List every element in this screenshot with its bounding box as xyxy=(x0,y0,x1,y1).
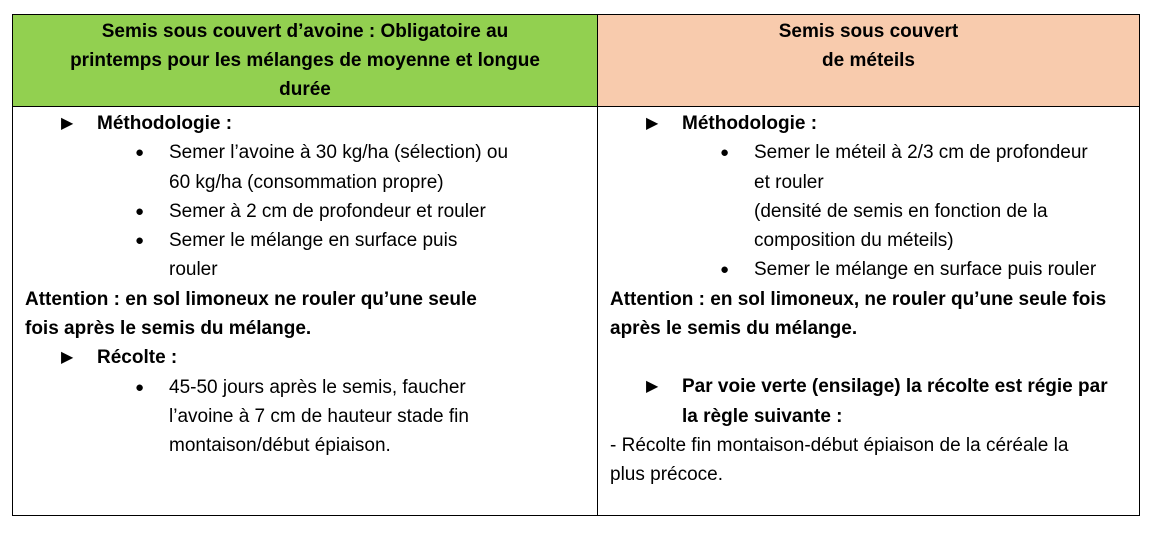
bullet-text-line: Semer à 2 cm de profondeur et rouler xyxy=(169,200,486,222)
bullet-text-line: 60 kg/ha (consommation propre) xyxy=(169,171,444,193)
bullet-text-line: l’avoine à 7 cm de hauteur stade fin xyxy=(169,405,469,427)
bullet-icon: ● xyxy=(135,202,145,220)
voie-verte-line: Par voie verte (ensilage) la récolte est régie par xyxy=(682,376,1108,398)
right-methodologie-item xyxy=(598,109,1139,138)
left-header-line: Semis sous couvert d’avoine : Obligatoire au xyxy=(101,21,509,42)
left-header-line: durée xyxy=(279,79,331,100)
left-recolte-bullet xyxy=(13,373,597,461)
triangle-right-icon: ▶ xyxy=(646,115,659,132)
bullet-text-line: montaison/début épiaison. xyxy=(169,435,391,457)
left-methodologie-label: Méthodologie : xyxy=(97,113,233,134)
bullet-text-line: composition du méteils) xyxy=(754,230,954,252)
left-method-bullet xyxy=(13,226,597,285)
left-method-bullet xyxy=(13,138,597,197)
bullet-icon: ● xyxy=(135,232,145,250)
bullet-icon: ● xyxy=(720,144,730,162)
comparison-table xyxy=(12,14,1140,516)
bullet-text-line: (densité de semis en fonction de la xyxy=(754,200,1048,222)
bullet-text-line: Semer le mélange en surface puis xyxy=(169,230,458,252)
bullet-icon: ● xyxy=(720,261,730,279)
right-methodologie-label: Méthodologie : xyxy=(682,113,818,134)
triangle-right-icon: ▶ xyxy=(61,349,74,367)
right-method-bullet xyxy=(598,138,1139,255)
triangle-right-icon: ▶ xyxy=(61,115,74,132)
bullet-text-line: Semer l’avoine à 30 kg/ha (sélection) ou xyxy=(169,142,509,164)
right-header-line: Semis sous couvert xyxy=(778,21,959,42)
bullet-icon: ● xyxy=(135,144,145,162)
recolte-line: plus précoce. xyxy=(610,464,724,486)
right-content-cell xyxy=(598,107,1140,516)
bullet-text-line: 45-50 jours après le semis, faucher xyxy=(169,376,466,398)
left-recolte-label: Récolte : xyxy=(97,347,178,369)
triangle-right-icon: ▶ xyxy=(646,378,659,396)
bullet-text-line: Semer le mélange en surface puis rouler xyxy=(754,259,1097,281)
voie-verte-line: la règle suivante : xyxy=(682,405,843,427)
right-voie-verte-item xyxy=(598,372,1139,431)
left-header-line: printemps pour les mélanges de moyenne et longue xyxy=(70,50,540,71)
left-header-cell xyxy=(13,15,598,107)
content-row xyxy=(13,107,1140,516)
right-recolte-note xyxy=(598,431,1139,490)
left-recolte-item xyxy=(13,343,597,372)
bullet-text-line: et rouler xyxy=(754,171,824,193)
right-attention-note xyxy=(598,285,1139,344)
left-attention-note xyxy=(13,285,597,344)
bullet-icon: ● xyxy=(135,378,145,396)
left-methodologie-item xyxy=(13,109,597,138)
left-method-bullet xyxy=(13,197,597,226)
attention-line: après le semis du mélange. xyxy=(610,318,858,340)
bullet-text-line: rouler xyxy=(169,259,218,281)
right-header-line: de méteils xyxy=(822,50,915,71)
left-content-cell xyxy=(13,107,598,516)
attention-line: Attention : en sol limoneux, ne rouler qu’une seule fois xyxy=(610,288,1107,310)
recolte-line: - Récolte fin montaison-début épiaison de la céréale la xyxy=(610,434,1069,456)
header-row xyxy=(13,15,1140,107)
right-method-bullet xyxy=(598,255,1139,284)
attention-line: fois après le semis du mélange. xyxy=(25,318,312,340)
attention-line: Attention : en sol limoneux ne rouler qu’une seule xyxy=(25,288,477,310)
bullet-text-line: Semer le méteil à 2/3 cm de profondeur xyxy=(754,142,1088,164)
right-header-cell xyxy=(598,15,1140,107)
